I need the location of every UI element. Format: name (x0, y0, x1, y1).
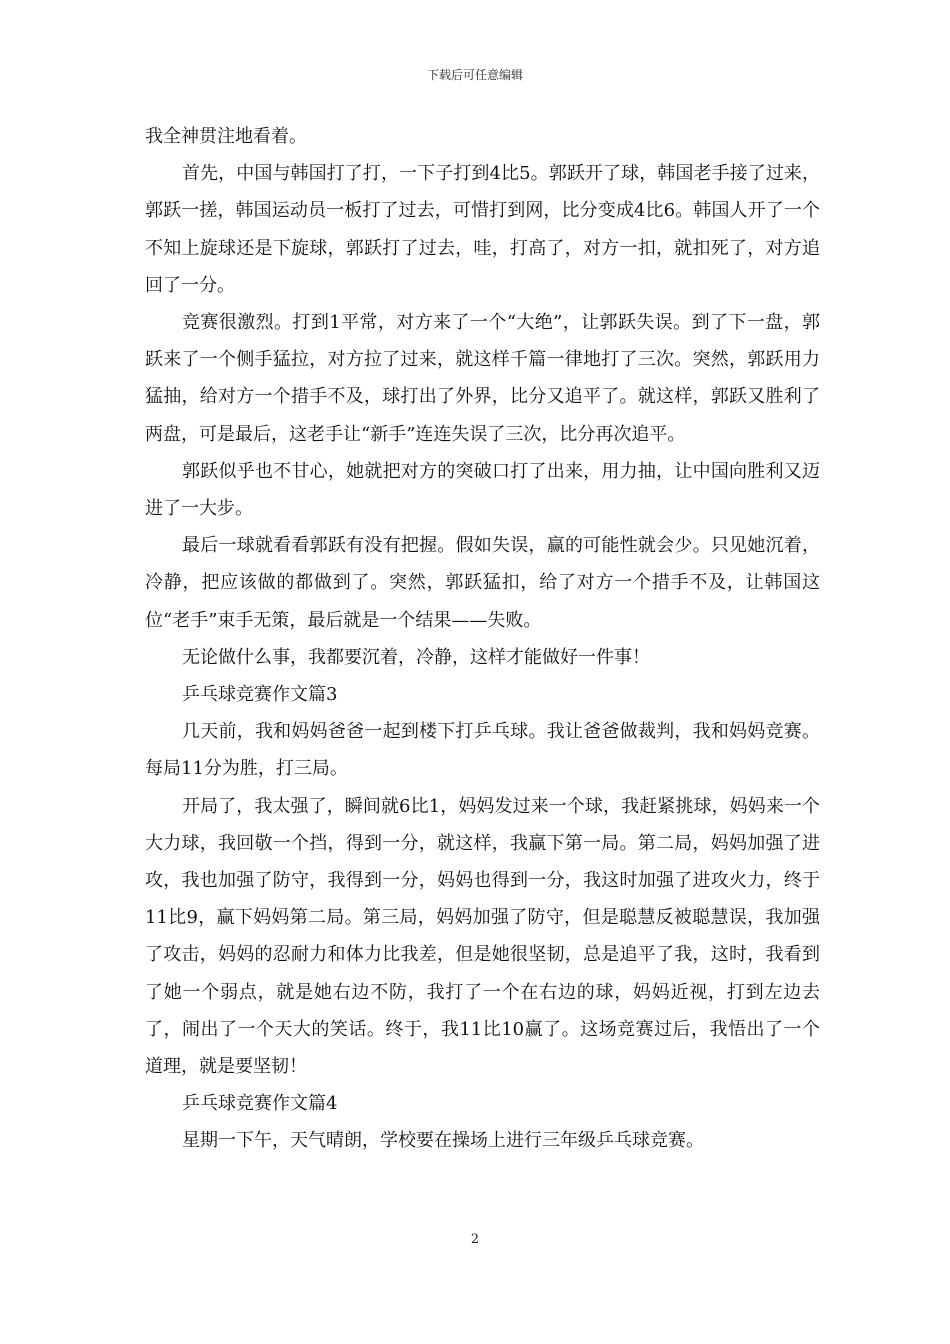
page-header: 下载后可任意编辑 (426, 68, 523, 82)
paragraph: 最后一球就看看郭跃有没有把握。假如失误，赢的可能性就会少。只见她沉着，冷静，把应该做的都做到了。突然，郭跃猛扣，给了对方一个措手不及，让韩国这位“老手”束手无策，最后就是一个结果——失败。 (145, 535, 820, 631)
paragraph: 无论做什么事，我都要沉着，冷静，这样才能做好一件事！ (182, 646, 650, 668)
paragraph: 我全神贯注地看着。 (145, 126, 307, 147)
section-heading: 乒乓球竞赛作文篇3 (182, 684, 338, 706)
document-body (145, 118, 820, 1160)
paragraph: 首先，中国与韩国打了打，一下子打到4比5。郭跃开了球，韩国老手接了过来，郭跃一搓，韩国运动员一板打了过去，可惜打到网，比分变成4比6。韩国人开了一个不知上旋球还是下旋球，郭跃打了过去，哇，打高了，对方一扣，就扣死了，对方追回了一分。 (145, 163, 820, 296)
paragraph: 星期一下午，天气晴朗，学校要在操场上进行三年级乒乓球竞赛。 (182, 1130, 704, 1152)
paragraph: 开局了，我太强了，瞬间就6比1，妈妈发过来一个球，我赶紧挑球，妈妈来一个大力球，我回敬一个挡，得到一分，就这样，我赢下第一局。第二局，妈妈加强了进攻，我也加强了防守，我得到一分，妈妈也得到一分，我这时加强了进攻火力，终于11比9，赢下妈妈第二局。第三局，妈妈加强了防守，但是聪慧反被聪慧误，我加强了攻击，妈妈的忍耐力和体力比我差，但是她很坚韧，总是追平了我，这时，我看到了她一个弱点，就是她右边不防，我打了一个在右边的球，妈妈近视，打到左边去了，闹出了一个天大的笑话。终于，我11比10赢了。这场竞赛过后，我悟出了一个道理，就是要坚韧！ (145, 795, 820, 1078)
paragraph: 郭跃似乎也不甘心，她就把对方的突破口打了出来，用力抽，让中国向胜利又迈进了一大步。 (145, 460, 820, 520)
page-number: 2 (470, 1232, 480, 1247)
paragraph: 竞赛很激烈。打到1平常，对方来了一个“大绝”，让郭跃失误。到了下一盘，郭跃来了一个侧手猛拉，对方拉了过来，就这样千篇一律地打了三次。突然，郭跃用力猛抽，给对方一个措手不及，球打出了外界，比分又追平了。就这样，郭跃又胜利了两盘，可是最后，这老手让“新手”连连失误了三次，比分再次追平。 (145, 312, 820, 445)
paragraph: 几天前，我和妈妈爸爸一起到楼下打乒乓球。我让爸爸做裁判，我和妈妈竞赛。每局11分为胜，打三局。 (145, 721, 820, 780)
section-heading: 乒乓球竞赛作文篇4 (182, 1093, 338, 1115)
